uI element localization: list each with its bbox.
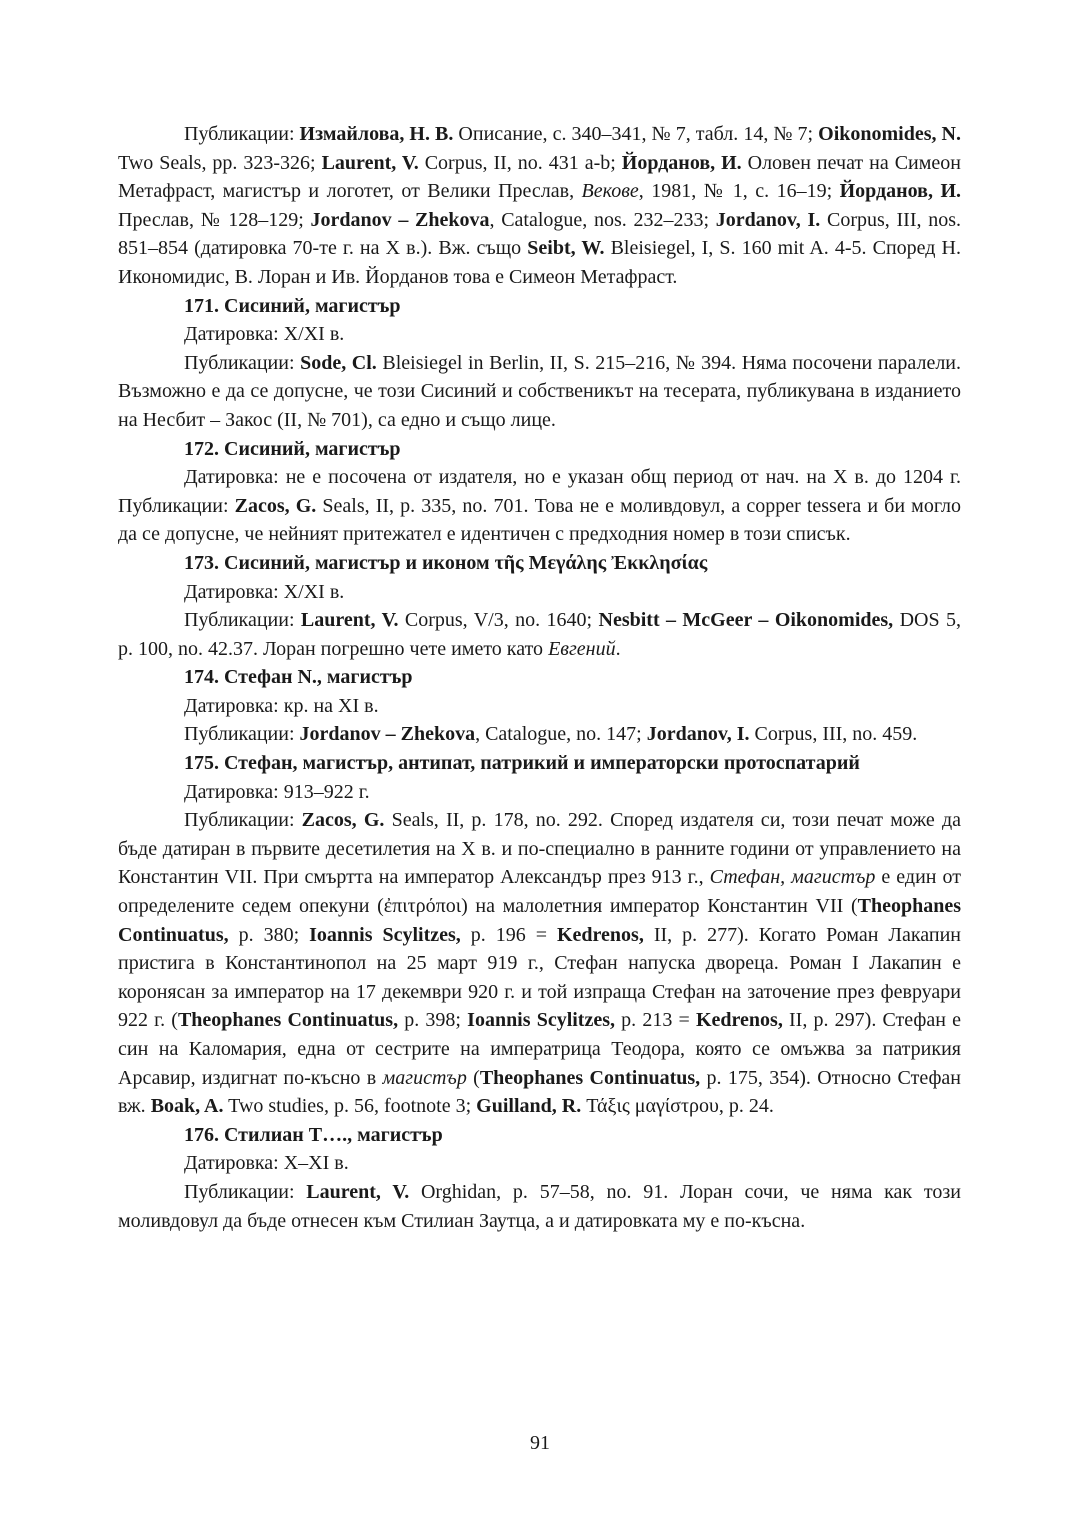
paragraph-publications-176: Публикации: Laurent, V. Orghidan, p. 57–58, no. 91. Лоран сочи, че няма как този моливдовул да бъде отнесен към Стилиан Заутца, а и датировката му е по-късна. xyxy=(118,1180,961,1232)
entry-heading-175: 175. Стефан, магистър, антипат, патрикий и императорски протоспатарий xyxy=(184,752,860,775)
paragraph-publications-174: Публикации: Jordanov – Zhekova, Catalogue, no. 147; Jordanov, I. Corpus, III, no. 459. xyxy=(184,723,918,746)
paragraph-publications-175: Публикации: Zacos, G. Seals, II, p. 178, no. 292. Според издателя си, този печат може да бъде датиран в първите десетилетия на X в. и по-специално в ранните години от управлението на Константин VII. При смъртта на император Александър през 913 г., Стефан, магистър е един от определените седем опекуни (ἐπιτρόποι) на малолетния император Константин VII (Theophanes Continuatus, p. 380; Ioannis Scylitzes, p. 196 = Kedrenos, II, p. 277). Когато Роман Лакапин пристига в Константинопол на 25 март 919 г., Стефан напуска двореца. Роман I Лакапин е коронясан за император на 17 декември 920 г. и той изпраща Стефан на заточение през февруари 922 г. (Theophanes Continuatus, p. 398; Ioannis Scylitzes, p. 213 = Kedrenos, II, p. 297). Стефан е син на Каломария, една от сестрите на императрица Теодора, която се омъжва за патрикия Арсавир, издигнат по-късно в магистър (Theophanes Continuatus, p. 175, 354). Относно Стефан вж. Boak, A. Two studies, p. 56, footnote 3; Guilland, R. Τάξις μαγίστρου, p. 24. xyxy=(118,809,962,1118)
entry-heading-176: 176. Стилиан Т…., магистър xyxy=(184,1123,443,1146)
entry-dating-176: Датировка: X–XI в. xyxy=(184,1152,349,1175)
entry-heading-174: 174. Стефан N., магистър xyxy=(184,666,413,689)
page-body xyxy=(118,120,961,1235)
page-number: 91 xyxy=(530,1432,550,1454)
entry-heading-173: 173. Сисиний, магистър и иконом τῆς Μεγάλης Ἐκκλησίας xyxy=(184,551,708,574)
paragraph-dating-172: Датировка: не е посочена от издателя, но е указан общ период от нач. на X в. до 1204 г. Публикации: Zacos, G. Seals, II, p. 335, no. 701. Това не е моливдовул, а copper tessera и би могло да се допусне, че нейният притежател е идентичен с предходния номер в този списък. xyxy=(118,466,961,546)
paragraph-publications-170: Публикации: Измайлова, Н. В. Описание, с. 340–341, № 7, табл. 14, № 7; Oikonomides, N. Two Seals, pp. 323-326; Laurent, V. Corpus, II, no. 431 a-b; Йорданов, И. Оловен печат на Симеон Метафраст, магистър и логотет, от Велики Преслав, Векове, 1981, № 1, с. 16–19; Йорданов, И. Преслав, № 128–129; Jordanov – Zhekova, Catalogue, nos. 232–233; Jordanov, I. Corpus, III, nos. 851–854 (датировка 70-те г. на X в.). Вж. също Seibt, W. Bleisiegel, I, S. 160 mit A. 4-5. Според Н. Икономидис, В. Лоран и Ив. Йорданов това е Симеон Метафраст. xyxy=(118,123,961,288)
entry-heading-172: 172. Сисиний, магистър xyxy=(184,437,401,460)
paragraph-publications-173: Публикации: Laurent, V. Corpus, V/3, no. 1640; Nesbitt – McGeer – Oikonomides, DOS 5, p. 100, no. 42.37. Лоран погрешно чете името като Евгений. xyxy=(118,609,962,660)
entry-dating-175: Датировка: 913–922 г. xyxy=(184,780,370,803)
entry-dating-173: Датировка: X/XI в. xyxy=(184,580,345,603)
paragraph-publications-171: Публикации: Sode, Cl. Bleisiegel in Berlin, II, S. 215–216, № 394. Няма посочени паралели. Възможно е да се допусне, че този Сисиний и собственикът на тесерата, публикувана в изданието на Несбит – Закос (II, № 701), са едно и също лице. xyxy=(118,351,962,431)
entry-heading-171: 171. Сисиний, магистър xyxy=(184,294,401,317)
entry-dating-171: Датировка: X/XI в. xyxy=(184,323,345,346)
entry-dating-174: Датировка: кр. на XI в. xyxy=(184,694,379,717)
